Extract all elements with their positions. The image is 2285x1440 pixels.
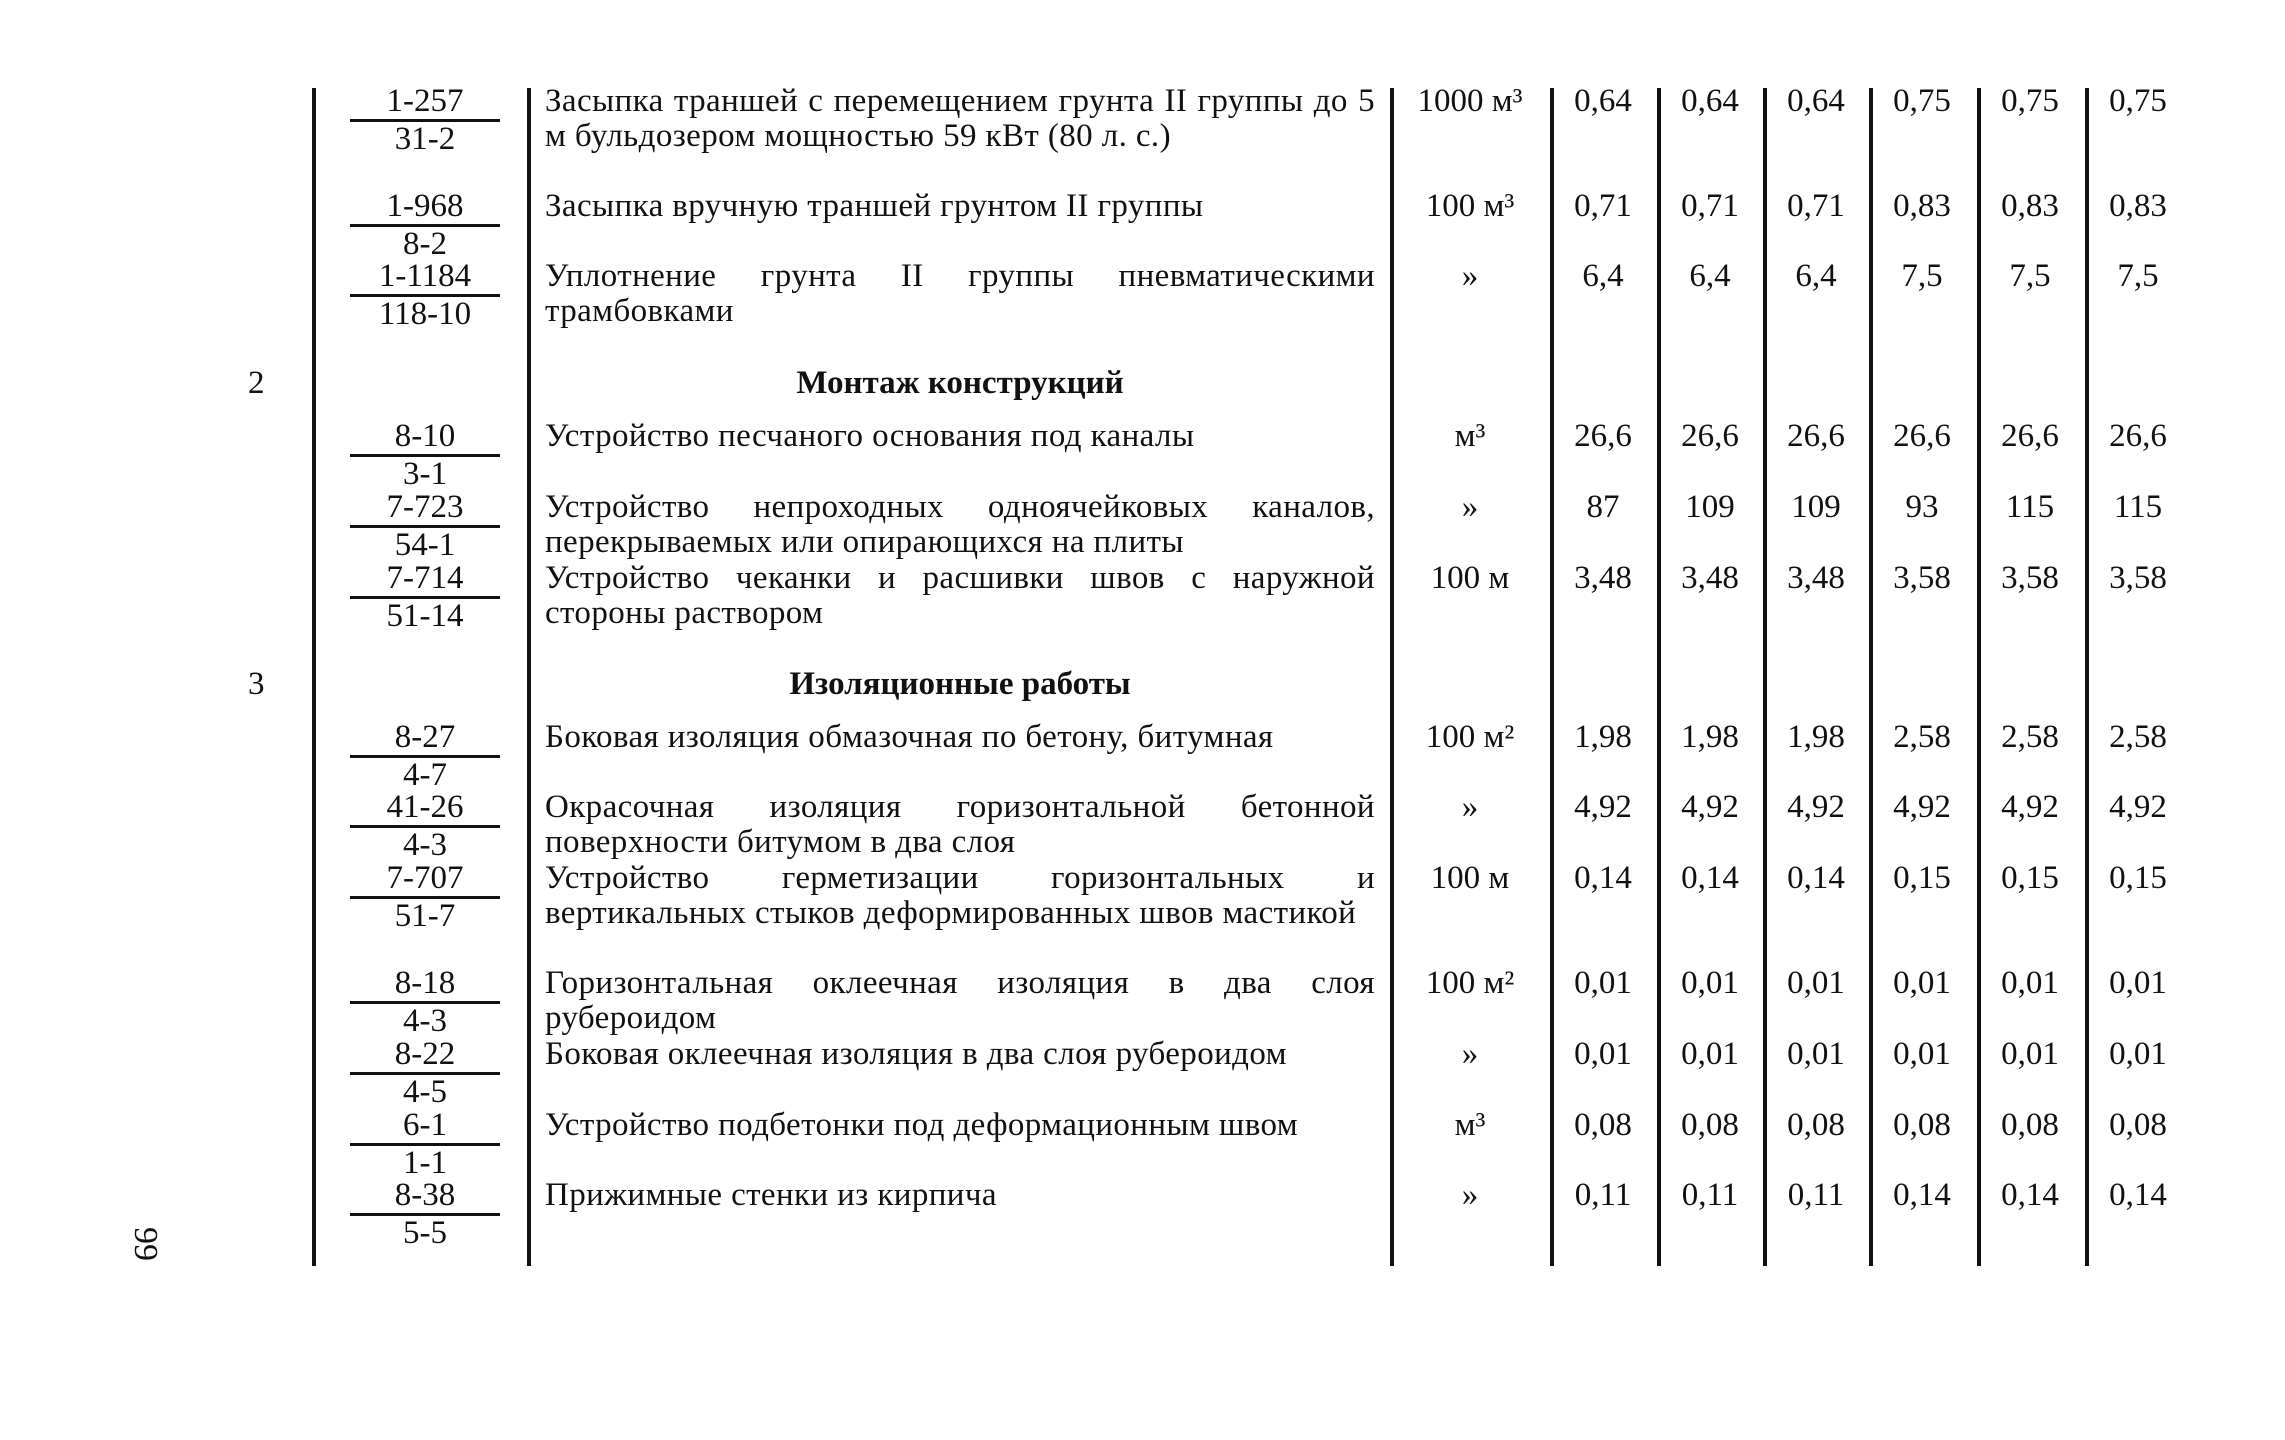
value-cell: 0,83: [2001, 188, 2059, 224]
value-cell: 7,5: [2117, 258, 2159, 294]
value-cell: 0,01: [2001, 965, 2059, 1001]
unit-of-measure: 100 м²: [1425, 719, 1515, 755]
value-cell: 26,6: [1787, 418, 1845, 454]
value-cell: 4,92: [1681, 789, 1739, 825]
value-cell: 87: [1586, 489, 1620, 525]
unit-of-measure: 100 м: [1430, 860, 1510, 896]
norm-code: 8-38 5-5: [350, 1178, 500, 1251]
value-cell: 0,83: [1893, 188, 1951, 224]
value-cell: 6,4: [1795, 258, 1837, 294]
norm-code: 1-1184 118-10: [350, 259, 500, 332]
value-cell: 0,15: [1893, 860, 1951, 896]
value-cell: 2,58: [2109, 719, 2167, 755]
value-cell: 0,01: [2001, 1036, 2059, 1072]
norm-code: 7-723 54-1: [350, 490, 500, 563]
work-description: Боковая изоляция обмазочная по бетону, битумная: [545, 719, 1274, 755]
section-number: 2: [248, 365, 265, 401]
norm-code: 41-26 4-3: [350, 790, 500, 863]
value-cell: 115: [2005, 489, 2055, 525]
unit-of-measure: 100 м³: [1425, 188, 1515, 224]
work-description: Устройство песчаного основания под каналы: [545, 418, 1195, 454]
value-cell: 0,71: [1681, 188, 1739, 224]
column-rule-left: [312, 88, 316, 1266]
value-cell: 1,98: [1681, 719, 1739, 755]
section-number: 3: [248, 666, 265, 702]
norm-code: 1-257 31-2: [350, 84, 500, 157]
value-cell: 0,01: [1893, 965, 1951, 1001]
value-cell: 26,6: [1574, 418, 1632, 454]
value-cell: 0,64: [1574, 83, 1632, 119]
value-cell: 0,75: [2109, 83, 2167, 119]
value-cell: 26,6: [1681, 418, 1739, 454]
work-description: Засыпка траншей с перемещением грунта II группы до 5 м бульдозером мощностью 59 кВт (80 л. с.): [545, 83, 1375, 154]
value-cell: 0,15: [2001, 860, 2059, 896]
value-cell: 3,58: [2001, 560, 2059, 596]
value-cell: 0,15: [2109, 860, 2167, 896]
norm-code: 6-1 1-1: [350, 1108, 500, 1181]
value-cell: 0,11: [1787, 1177, 1845, 1213]
value-cell: 0,75: [2001, 83, 2059, 119]
unit-of-measure: »: [1461, 1036, 1479, 1072]
value-cell: 0,08: [1574, 1107, 1632, 1143]
value-cell: 0,75: [1893, 83, 1951, 119]
value-cell: 0,08: [1787, 1107, 1845, 1143]
value-cell: 93: [1905, 489, 1939, 525]
value-cell: 6,4: [1689, 258, 1731, 294]
value-cell: 0,14: [1787, 860, 1845, 896]
work-description: Устройство подбетонки под деформационным швом: [545, 1107, 1299, 1143]
value-cell: 2,58: [2001, 719, 2059, 755]
value-cell: 4,92: [1574, 789, 1632, 825]
value-cell: 0,64: [1681, 83, 1739, 119]
value-cell: 0,14: [1893, 1177, 1951, 1213]
column-rule-code: [527, 88, 531, 1266]
unit-of-measure: 1000 м³: [1417, 83, 1523, 119]
value-cell: 0,14: [2109, 1177, 2167, 1213]
value-cell: 26,6: [1893, 418, 1951, 454]
value-cell: 3,58: [2109, 560, 2167, 596]
work-description: Уплотнение грунта II группы пневматическими трамбовками: [545, 258, 1375, 329]
unit-of-measure: 100 м²: [1425, 965, 1515, 1001]
value-cell: 2,58: [1893, 719, 1951, 755]
value-cell: 3,48: [1787, 560, 1845, 596]
value-cell: 0,01: [1893, 1036, 1951, 1072]
norm-code: 7-707 51-7: [350, 861, 500, 934]
value-cell: 4,92: [2001, 789, 2059, 825]
norm-code: 8-22 4-5: [350, 1037, 500, 1110]
unit-of-measure: »: [1461, 1177, 1479, 1213]
value-cell: 7,5: [2009, 258, 2051, 294]
value-cell: 1,98: [1787, 719, 1845, 755]
value-cell: 109: [1791, 489, 1841, 525]
value-cell: 3,48: [1681, 560, 1739, 596]
page-number: 99: [127, 1227, 164, 1261]
section-title: Изоляционные работы: [789, 666, 1131, 702]
value-cell: 26,6: [2109, 418, 2167, 454]
value-cell: 0,01: [1574, 1036, 1632, 1072]
value-cell: 4,92: [1893, 789, 1951, 825]
value-cell: 0,71: [1574, 188, 1632, 224]
value-cell: 0,11: [1574, 1177, 1632, 1213]
value-cell: 0,08: [2109, 1107, 2167, 1143]
work-description: Устройство непроходных одноячейковых каналов, перекрываемых или опирающихся на плиты: [545, 489, 1375, 560]
value-cell: 0,14: [1574, 860, 1632, 896]
value-cell: 109: [1685, 489, 1735, 525]
value-cell: 0,08: [1681, 1107, 1739, 1143]
value-cell: 4,92: [1787, 789, 1845, 825]
value-cell: 0,08: [1893, 1107, 1951, 1143]
value-cell: 3,48: [1574, 560, 1632, 596]
norm-code: 8-27 4-7: [350, 720, 500, 793]
value-cell: 0,14: [2001, 1177, 2059, 1213]
unit-of-measure: »: [1461, 789, 1479, 825]
norm-code: 8-10 3-1: [350, 419, 500, 492]
norm-code: 8-18 4-3: [350, 966, 500, 1039]
value-cell: 0,01: [1787, 1036, 1845, 1072]
unit-of-measure: м³: [1454, 1107, 1486, 1143]
value-cell: 0,08: [2001, 1107, 2059, 1143]
value-cell: 0,01: [1681, 1036, 1739, 1072]
section-title: Монтаж конструкций: [796, 365, 1124, 401]
work-description: Прижимные стенки из кирпича: [545, 1177, 997, 1213]
value-cell: 1,98: [1574, 719, 1632, 755]
value-cell: 0,11: [1681, 1177, 1739, 1213]
work-description: Устройство чеканки и расшивки швов с наружной стороны раствором: [545, 560, 1375, 631]
value-cell: 7,5: [1901, 258, 1943, 294]
value-cell: 3,58: [1893, 560, 1951, 596]
unit-of-measure: м³: [1454, 418, 1486, 454]
value-cell: 0,01: [2109, 965, 2167, 1001]
value-cell: 6,4: [1582, 258, 1624, 294]
norm-code: 7-714 51-14: [350, 561, 500, 634]
value-cell: 0,83: [2109, 188, 2167, 224]
value-cell: 0,01: [1787, 965, 1845, 1001]
unit-of-measure: »: [1461, 258, 1479, 294]
value-cell: 0,01: [1681, 965, 1739, 1001]
unit-of-measure: 100 м: [1430, 560, 1510, 596]
value-cell: 0,71: [1787, 188, 1845, 224]
value-cell: 0,14: [1681, 860, 1739, 896]
norm-code: 1-968 8-2: [350, 189, 500, 262]
value-cell: 115: [2113, 489, 2163, 525]
value-cell: 0,64: [1787, 83, 1845, 119]
work-description: Боковая оклеечная изоляция в два слоя рубероидом: [545, 1036, 1287, 1072]
value-cell: 26,6: [2001, 418, 2059, 454]
unit-of-measure: »: [1461, 489, 1479, 525]
value-cell: 0,01: [2109, 1036, 2167, 1072]
value-cell: 0,01: [1574, 965, 1632, 1001]
work-description: Устройство герметизации горизонтальных и вертикальных стыков деформированных швов мастикой: [545, 860, 1375, 931]
work-description: Окрасочная изоляция горизонтальной бетонной поверхности битумом в два слоя: [545, 789, 1375, 860]
value-cell: 4,92: [2109, 789, 2167, 825]
work-description: Горизонтальная оклеечная изоляция в два слоя рубероидом: [545, 965, 1375, 1036]
work-description: Засыпка вручную траншей грунтом II группы: [545, 188, 1204, 224]
